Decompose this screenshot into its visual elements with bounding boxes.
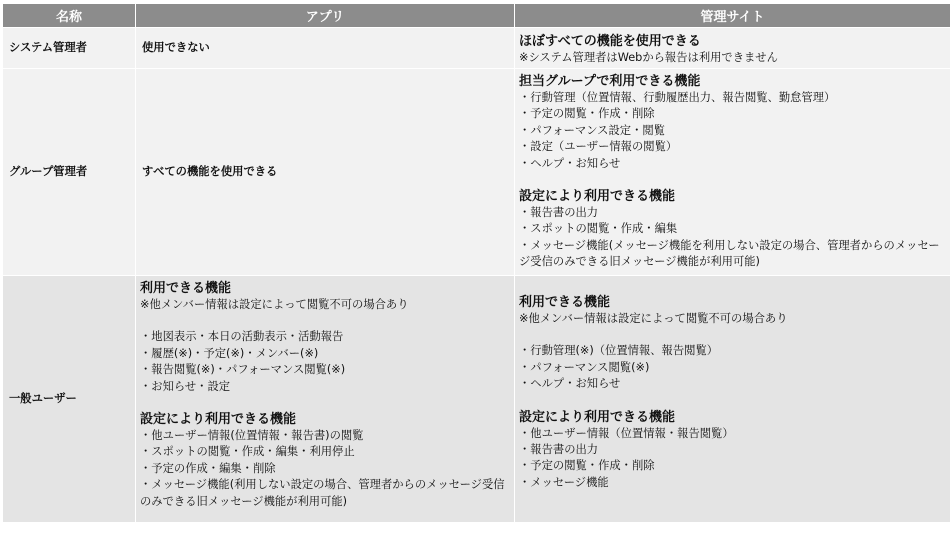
list-item: ・メッセージ機能(利用しない設定の場合、管理者からのメッセージ受信のみできる旧メッセージ機能が利用可能) xyxy=(140,478,505,508)
section-title: 設定により利用できる機能 xyxy=(140,412,297,428)
list-item: ・予定の閲覧・作成・削除 xyxy=(519,459,655,473)
header-app: アプリ xyxy=(136,4,515,28)
table-row xyxy=(3,69,951,276)
list-item: ・お知らせ・設定 xyxy=(140,379,231,393)
list-item: ・メッセージ機能(メッセージ機能を利用しない設定の場合、管理者からのメッセージ受信のみできる旧メッセージ機能が利用可能) xyxy=(519,238,940,269)
note: ※他メンバー情報は設定によって閲覧不可の場合あり xyxy=(519,312,788,325)
note: ※他メンバー情報は設定によって閲覧不可の場合あり xyxy=(140,298,409,311)
site-permission xyxy=(515,69,951,276)
list-item: ・スポットの閲覧・作成・編集・利用停止 xyxy=(140,445,355,459)
list-item: ・行動管理(※)（位置情報、報告閲覧） xyxy=(519,344,719,358)
header-admin-site: 管理サイト xyxy=(515,4,951,28)
section-title: 利用できる機能 xyxy=(140,281,232,296)
list-item: ・地図表示・本日の活動表示・活動報告 xyxy=(140,330,344,344)
role-general-user: 一般ユーザー xyxy=(3,276,136,523)
list-item: ・予定の作成・編集・削除 xyxy=(140,461,276,475)
list-item: ・行動管理（位置情報、行動履歴出力、報告閲覧、勤怠管理） xyxy=(519,91,836,104)
section-title: 利用できる機能 xyxy=(519,295,611,310)
list-item: ・ヘルプ・お知らせ xyxy=(519,156,621,170)
list-item: ・パフォーマンス閲覧(※) xyxy=(519,360,650,374)
list-item: ・報告閲覧(※)・パフォーマンス閲覧(※) xyxy=(140,363,346,377)
section-title: 担当グループで利用できる機能 xyxy=(519,74,701,89)
site-permission xyxy=(515,276,951,523)
list-item: ・スポットの閲覧・作成・編集 xyxy=(519,222,678,236)
section-title: ほぼすべての機能を使用できる xyxy=(519,34,701,49)
list-item: ・メッセージ機能 xyxy=(519,475,609,489)
list-item: ・報告書の出力 xyxy=(519,206,599,220)
list-item: ・他ユーザー情報(位置情報・報告書)の閲覧 xyxy=(140,429,364,443)
section-title: 設定により利用できる機能 xyxy=(519,189,676,205)
permission-table xyxy=(2,3,951,523)
table-row xyxy=(3,276,951,523)
app-permission xyxy=(136,276,515,523)
role-system-admin: システム管理者 xyxy=(3,28,136,69)
list-item: ・履歴(※)・予定(※)・メンバー(※) xyxy=(140,346,319,360)
note: ※システム管理者はWebから報告は利用できません xyxy=(519,51,778,64)
list-item: ・パフォーマンス設定・閲覧 xyxy=(519,123,665,137)
role-group-admin: グループ管理者 xyxy=(3,69,136,276)
list-item: ・報告書の出力 xyxy=(519,443,599,457)
header-row xyxy=(3,4,951,28)
list-item: ・他ユーザー情報（位置情報・報告閲覧） xyxy=(519,426,734,440)
list-item: ・設定（ユーザー情報の閲覧） xyxy=(519,140,678,154)
list-item: ・予定の閲覧・作成・削除 xyxy=(519,107,655,121)
section-title: 設定により利用できる機能 xyxy=(519,409,676,425)
app-permission: すべての機能を使用できる xyxy=(136,69,515,276)
app-permission: 使用できない xyxy=(136,28,515,69)
list-item: ・ヘルプ・お知らせ xyxy=(519,377,621,391)
table-row xyxy=(3,28,951,69)
site-permission xyxy=(515,28,951,69)
header-name: 名称 xyxy=(3,4,136,28)
